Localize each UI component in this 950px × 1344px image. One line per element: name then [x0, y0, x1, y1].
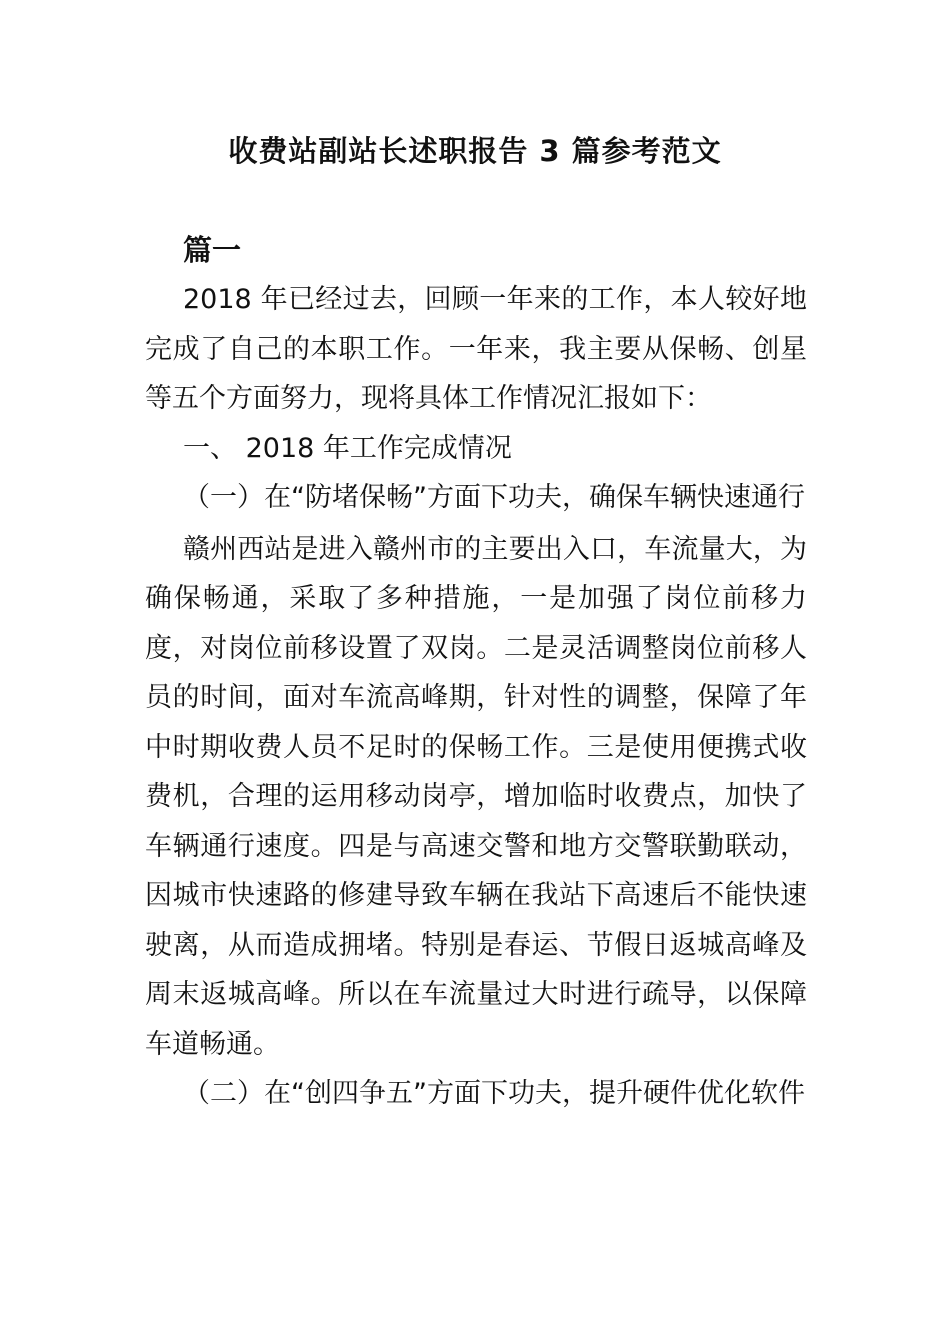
heading-work-completion: 一、 2018 年工作完成情况: [183, 432, 512, 464]
intro-paragraph: 2018 年已经过去，回顾一年来的工作，本人较好地完成了自己的本职工作。一年来，我主要从保畅、创星等五个方面努力，现将具体工作情况汇报如下：: [145, 284, 807, 414]
document-title: 收费站副站长述职报告 3 篇参考范文: [228, 134, 722, 168]
subheading-star-rating: （二）在“创四争五”方面下功夫，提升硬件优化软件: [183, 1078, 805, 1109]
section-label: 篇一: [183, 233, 242, 267]
paragraph-traffic-measures: 赣州西站是进入赣州市的主要出入口，车流量大，为确保畅通，采取了多种措施，一是加强了岗位前移力度，对岗位前移设置了双岗。二是灵活调整岗位前移人员的时间，面对车流高峰期，针对性的调整，保障了年中时期收费人员不足时的保畅工作。三是使用便携式收费机，合理的运用移动岗亭，增加临时收费点，加快了车辆通行速度。四是与高速交警和地方交警联勤联动，因城市快速路的修建导致车辆在我站下高速后不能快速驶离，从而造成拥堵。特别是春运、节假日返城高峰及周末返城高峰。所以在车流量过大时进行疏导，以保障车道畅通。: [145, 533, 807, 1060]
subheading-traffic-clearance: （一）在“防堵保畅”方面下功夫，确保车辆快速通行: [183, 482, 805, 513]
document-body: [145, 225, 807, 1119]
